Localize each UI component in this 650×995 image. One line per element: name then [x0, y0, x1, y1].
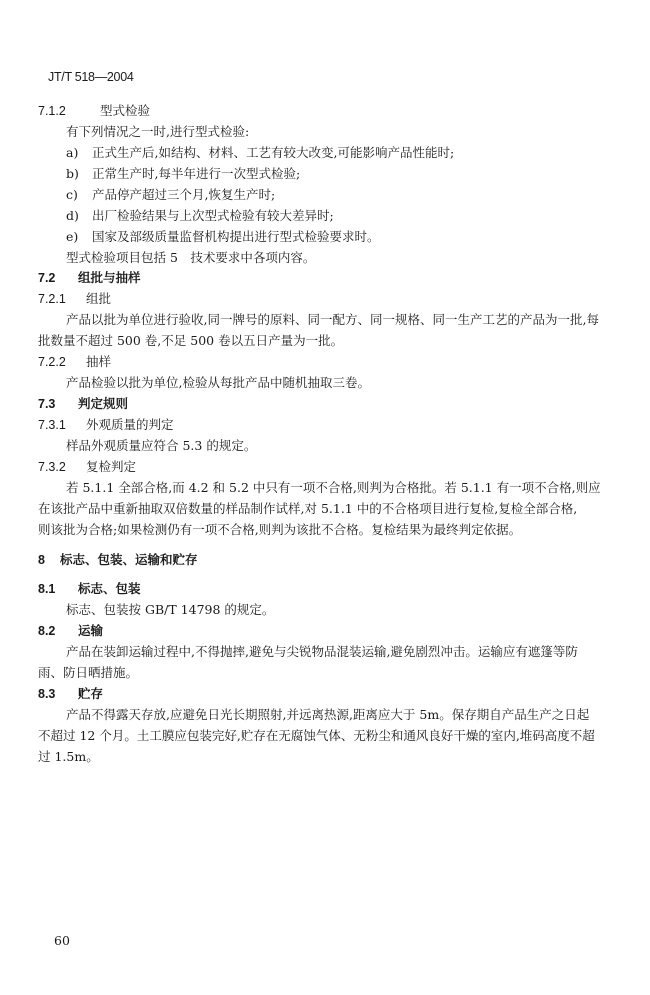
document-header: JT/T 518—2004 [48, 70, 134, 84]
paragraph: 批数量不超过 500 卷,不足 500 卷以五日产量为一批。 [38, 333, 344, 348]
paragraph: 样品外观质量应符合 5.3 的规定。 [66, 438, 257, 453]
paragraph: 则该批为合格;如果检测仍有一项不合格,则判为该批不合格。复检结果为最终判定依据。 [38, 522, 522, 537]
paragraph: 有下列情况之一时,进行型式检验: [66, 124, 250, 139]
paragraph: 产品在装卸运输过程中,不得抛摔,避免与尖锐物品混装运输,避免剧烈冲击。运输应有遮篷等防 [66, 644, 578, 659]
paragraph: 不超过 12 个月。土工膜应包装完好,贮存在无腐蚀气体、无粉尘和通风良好干燥的室内,堆码高度不超 [38, 728, 595, 743]
heading-7-2-2: 7.2.2 抽样 [38, 354, 112, 369]
paragraph: 标志、包装按 GB/T 14798 的规定。 [66, 602, 275, 617]
paragraph: 在该批产品中重新抽取双倍数量的样品制作试样,对 5.1.1 中的不合格项目进行复检,复检全部合格, [38, 501, 578, 516]
paragraph: 产品检验以批为单位,检验从每批产品中随机抽取三卷。 [66, 375, 370, 390]
list-item: b) 正常生产时,每半年进行一次型式检验; [66, 166, 301, 181]
heading-7-2-1: 7.2.1 组批 [38, 291, 112, 306]
list-item: a) 正式生产后,如结构、材料、工艺有较大改变,可能影响产品性能时; [66, 145, 455, 160]
heading-7-3: 7.3 判定规则 [38, 396, 129, 411]
heading-8-3: 8.3 贮存 [38, 686, 104, 701]
heading-8: 8 标志、包装、运输和贮存 [38, 552, 198, 567]
list-item: c) 产品停产超过三个月,恢复生产时; [66, 187, 276, 202]
list-item: d) 出厂检验结果与上次型式检验有较大差异时; [66, 208, 334, 223]
heading-7-1-2: 7.1.2 型式检验 [38, 103, 151, 118]
heading-7-3-2: 7.3.2 复检判定 [38, 459, 137, 474]
paragraph: 产品以批为单位进行验收,同一牌号的原料、同一配方、同一规格、同一生产工艺的产品为一批,每 [66, 312, 599, 327]
heading-8-1: 8.1 标志、包装 [38, 581, 141, 596]
paragraph: 若 5.1.1 全部合格,而 4.2 和 5.2 中只有一项不合格,则判为合格批。若 5.1.1 有一项不合格,则应 [66, 480, 601, 495]
paragraph: 过 1.5m。 [38, 749, 99, 764]
heading-7-3-1: 7.3.1 外观质量的判定 [38, 417, 174, 432]
heading-7-2: 7.2 组批与抽样 [38, 270, 141, 285]
heading-8-2: 8.2 运输 [38, 623, 104, 638]
paragraph: 型式检验项目包括 5 技术要求中各项内容。 [66, 250, 316, 265]
list-item: e) 国家及部级质量监督机构提出进行型式检验要求时。 [66, 229, 380, 244]
paragraph: 雨、防日晒措施。 [38, 665, 139, 680]
page-number: 60 [54, 933, 70, 948]
paragraph: 产品不得露天存放,应避免日光长期照射,并远离热源,距离应大于 5m。保存期自产品生产之日起 [66, 707, 590, 722]
